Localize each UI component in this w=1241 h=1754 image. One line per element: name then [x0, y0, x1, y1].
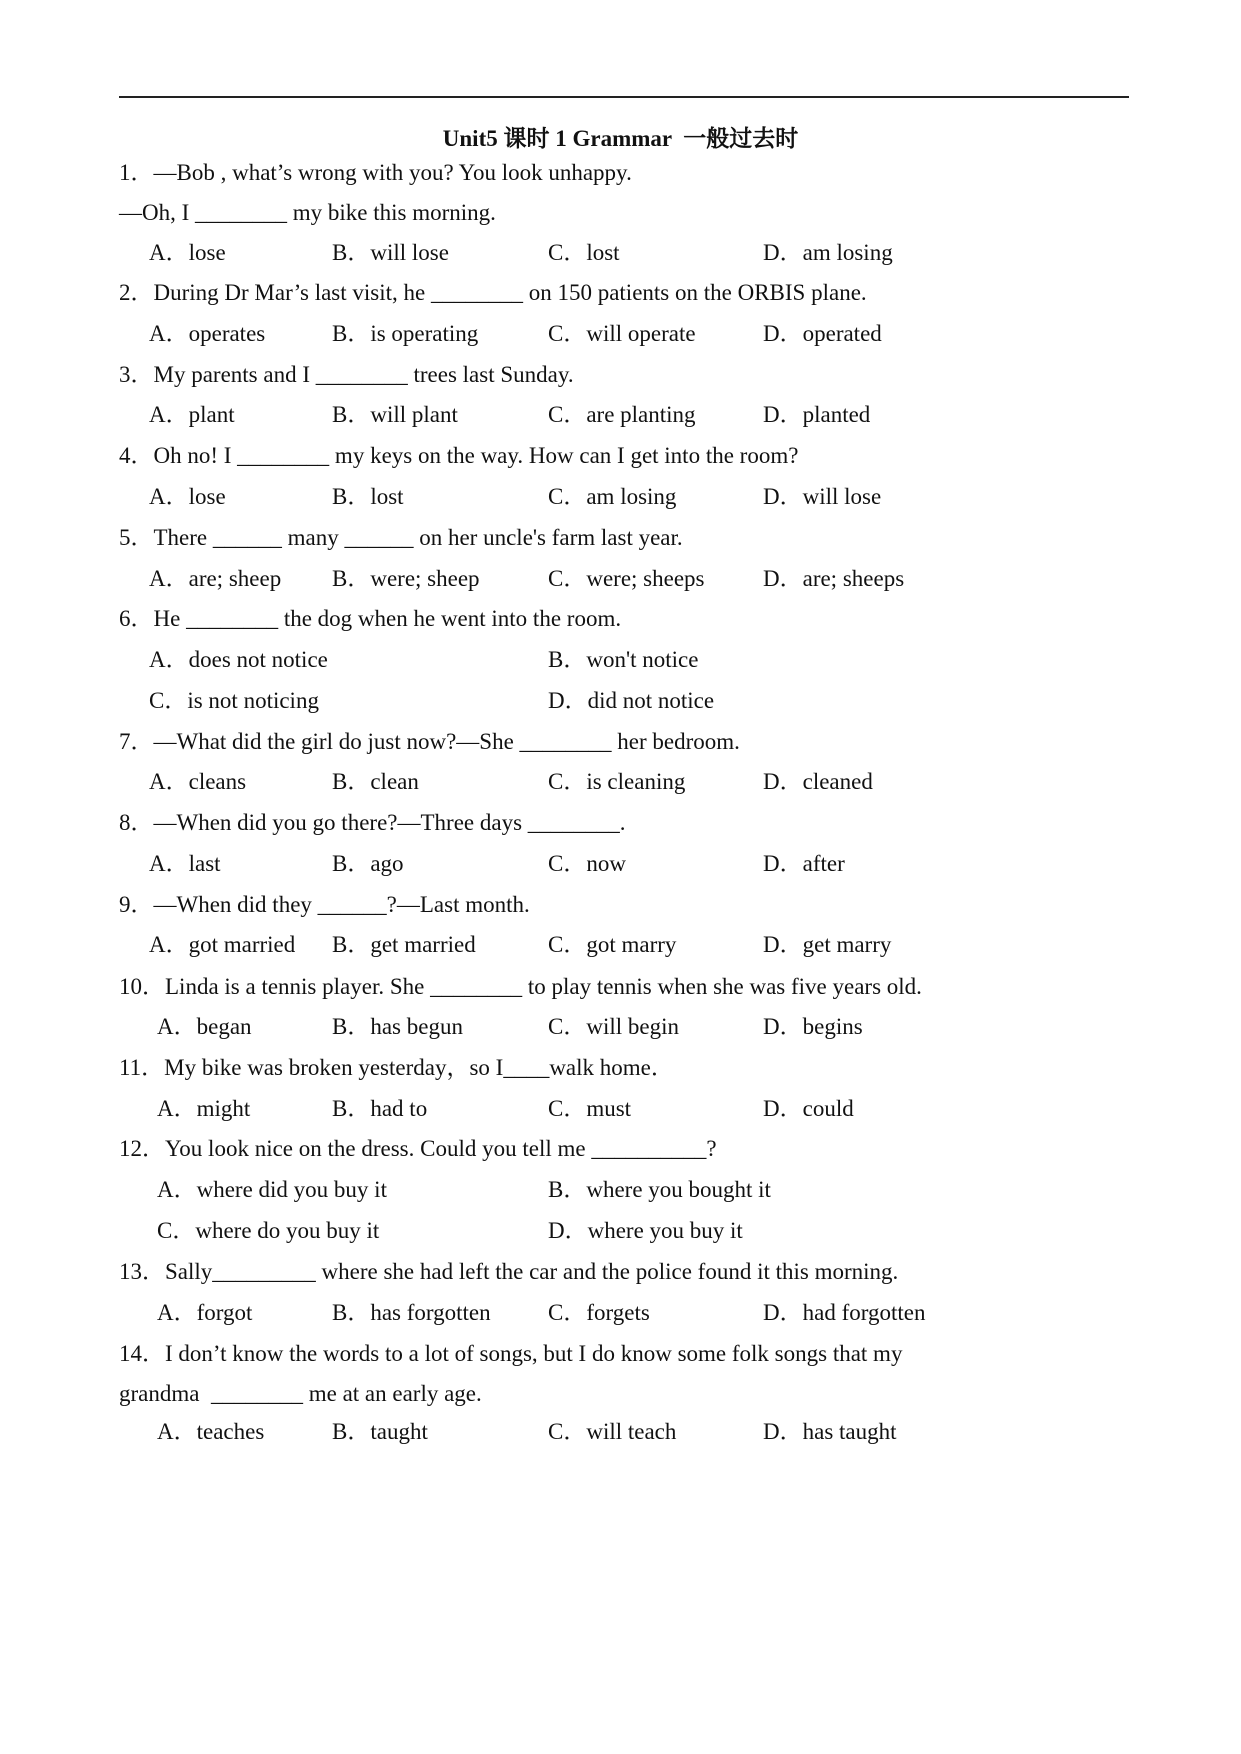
answer-option[interactable]: A．where did you buy it	[157, 1177, 387, 1202]
answer-option[interactable]: B．will lose	[332, 240, 449, 265]
answer-option[interactable]: B．had to	[332, 1096, 428, 1121]
answer-option[interactable]: D．are; sheeps	[763, 566, 905, 591]
answer-option[interactable]: A．are; sheep	[149, 566, 282, 591]
answer-option[interactable]: B．will plant	[332, 402, 458, 427]
question-stem: 5．There ______ many ______ on her uncle's farm last year.	[119, 525, 683, 550]
answer-option[interactable]: B．get married	[332, 932, 476, 957]
answer-option[interactable]: C．where do you buy it	[157, 1218, 380, 1243]
answer-option[interactable]: D．get marry	[763, 932, 892, 957]
answer-option[interactable]: D．after	[763, 851, 845, 876]
answer-option[interactable]: C．were; sheeps	[548, 566, 705, 591]
question-stem: 14．I don’t know the words to a lot of songs, but I do know some folk songs that my	[119, 1341, 903, 1366]
question-stem: 1．—Bob , what’s wrong with you? You look unhappy.	[119, 160, 632, 185]
question-stem: 4．Oh no! I ________ my keys on the way. How can I get into the room?	[119, 443, 799, 468]
answer-option[interactable]: D．am losing	[763, 240, 893, 265]
question-stem: 7．—What did the girl do just now?—She ________ her bedroom.	[119, 729, 740, 754]
worksheet-title	[0, 120, 1241, 153]
answer-option[interactable]: C．will teach	[548, 1419, 677, 1444]
question-stem: 8．—When did you go there?—Three days ________.	[119, 810, 626, 835]
answer-option[interactable]: C．is cleaning	[548, 769, 686, 794]
answer-option[interactable]: B．were; sheep	[332, 566, 480, 591]
answer-option[interactable]: C．forgets	[548, 1300, 650, 1325]
answer-option[interactable]: D．planted	[763, 402, 871, 427]
answer-option[interactable]: A．teaches	[157, 1419, 265, 1444]
question-stem: grandma ________ me at an early age.	[119, 1381, 482, 1406]
answer-option[interactable]: C．are planting	[548, 402, 696, 427]
answer-option[interactable]: B．ago	[332, 851, 404, 876]
answer-option[interactable]: A．forgot	[157, 1300, 253, 1325]
answer-option[interactable]: B．lost	[332, 484, 404, 509]
answer-option[interactable]: C．will begin	[548, 1014, 679, 1039]
answer-option[interactable]: A．cleans	[149, 769, 247, 794]
answer-option[interactable]: A．plant	[149, 402, 235, 427]
answer-option[interactable]: B．has forgotten	[332, 1300, 491, 1325]
answer-option[interactable]: C．now	[548, 851, 626, 876]
answer-option[interactable]: B．is operating	[332, 321, 479, 346]
answer-option[interactable]: A．lose	[149, 484, 226, 509]
answer-option[interactable]: D．had forgotten	[763, 1300, 926, 1325]
header-rule	[119, 96, 1129, 98]
question-stem: 2．During Dr Mar’s last visit, he ________ on 150 patients on the ORBIS plane.	[119, 280, 867, 305]
answer-option[interactable]: A．does not notice	[149, 647, 328, 672]
question-stem: 10．Linda is a tennis player. She ________ to play tennis when she was five years old.	[119, 974, 922, 999]
answer-option[interactable]: A．last	[149, 851, 221, 876]
worksheet-title-text: Unit5 课时 1 Grammar 一般过去时	[442, 126, 799, 151]
answer-option[interactable]: B．won't notice	[548, 647, 699, 672]
answer-option[interactable]: C．got marry	[548, 932, 677, 957]
answer-option[interactable]: A．might	[157, 1096, 251, 1121]
answer-option[interactable]: C．am losing	[548, 484, 677, 509]
answer-option[interactable]: B．taught	[332, 1419, 428, 1444]
answer-option[interactable]: D．has taught	[763, 1419, 897, 1444]
answer-option[interactable]: A．operates	[149, 321, 266, 346]
answer-option[interactable]: B．clean	[332, 769, 419, 794]
answer-option[interactable]: C．will operate	[548, 321, 696, 346]
answer-option[interactable]: C．lost	[548, 240, 620, 265]
answer-option[interactable]: D．could	[763, 1096, 854, 1121]
answer-option[interactable]: D．operated	[763, 321, 882, 346]
question-stem: 13．Sally_________ where she had left the car and the police found it this morning.	[119, 1259, 899, 1284]
question-stem: —Oh, I ________ my bike this morning.	[119, 200, 496, 225]
question-stem: 12．You look nice on the dress. Could you tell me __________?	[119, 1136, 717, 1161]
answer-option[interactable]: A．lose	[149, 240, 226, 265]
answer-option[interactable]: C．must	[548, 1096, 632, 1121]
answer-option[interactable]: B．where you bought it	[548, 1177, 771, 1202]
question-stem: 11．My bike was broken yesterday，so I____walk home．	[119, 1055, 674, 1080]
answer-option[interactable]: D．did not notice	[548, 688, 715, 713]
answer-option[interactable]: A．got married	[149, 932, 296, 957]
question-stem: 3．My parents and I ________ trees last Sunday.	[119, 362, 574, 387]
question-stem: 9．—When did they ______?—Last month.	[119, 892, 530, 917]
question-stem: 6．He ________ the dog when he went into the room.	[119, 606, 622, 631]
answer-option[interactable]: C．is not noticing	[149, 688, 319, 713]
answer-option[interactable]: D．where you buy it	[548, 1218, 743, 1243]
answer-option[interactable]: B．has begun	[332, 1014, 463, 1039]
answer-option[interactable]: D．begins	[763, 1014, 863, 1039]
answer-option[interactable]: D．cleaned	[763, 769, 873, 794]
answer-option[interactable]: A．began	[157, 1014, 252, 1039]
answer-option[interactable]: D．will lose	[763, 484, 882, 509]
